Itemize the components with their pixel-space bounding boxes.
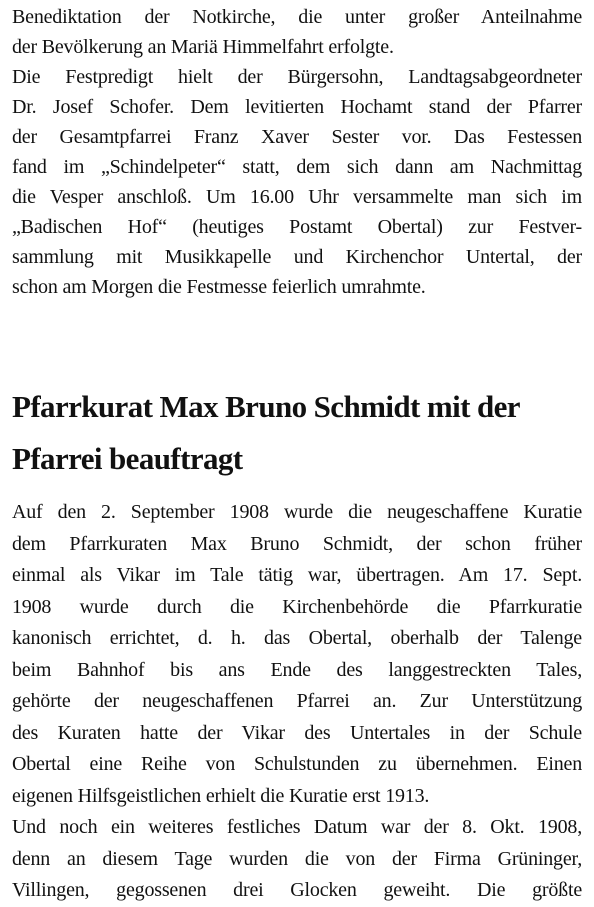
- text-line: Villingen, gegossenen drei Glocken geweiht. Die größte: [12, 879, 582, 901]
- text-line: Auf den 2. September 1908 wurde die neugeschaffene Kuratie: [12, 501, 582, 523]
- text-line: 1908 wurde durch die Kirchenbehörde die Pfarrkuratie: [12, 595, 582, 618]
- intro-paragraph: [12, 2, 582, 302]
- text-line: Dr. Josef Schofer. Dem levitierten Hochamt stand der Pfarrer: [12, 96, 582, 118]
- text-line: schon am Morgen die Festmesse feierlich umrahmte.: [12, 276, 426, 298]
- text-line: Benediktation der Notkirche, die unter großer Anteilnahme: [12, 6, 582, 28]
- text-line: des Kuraten hatte der Vikar des Untertales in der Schule: [12, 721, 582, 744]
- text-line: beim Bahnhof bis ans Ende des langgestreckten Tales,: [12, 658, 582, 681]
- text-line: Und noch ein weiteres festliches Datum war der 8. Okt. 1908,: [12, 816, 582, 838]
- heading-line: Pfarrkurat Max Bruno Schmidt mit der: [12, 389, 520, 424]
- heading-line: Pfarrei beauftragt: [12, 441, 243, 476]
- text-line: die Vesper anschloß. Um 16.00 Uhr versammelte man sich im: [12, 186, 582, 208]
- text-line: kanonisch errichtet, d. h. das Obertal, oberhalb der Talenge: [12, 627, 582, 649]
- text-line: denn an diesem Tage wurden die von der Firma Grüninger,: [12, 847, 582, 870]
- body-paragraph: [12, 497, 582, 907]
- section-heading: [12, 381, 582, 485]
- text-line: der Bevölkerung an Mariä Himmelfahrt erfolgte.: [12, 36, 394, 58]
- text-line: fand im „Schindelpeter“ statt, dem sich dann am Nachmittag: [12, 156, 582, 178]
- text-line: Obertal eine Reihe von Schulstunden zu übernehmen. Einen: [12, 753, 582, 775]
- text-line: einmal als Vikar im Tale tätig war, übertragen. Am 17. Sept.: [12, 564, 582, 586]
- text-line: sammlung mit Musikkapelle und Kirchenchor Untertal, der: [12, 246, 582, 268]
- text-line: eigenen Hilfsgeistlichen erhielt die Kuratie erst 1913.: [12, 784, 430, 807]
- text-line: der Gesamtpfarrei Franz Xaver Sester vor. Das Festessen: [12, 126, 582, 148]
- text-line: gehörte der neugeschaffenen Pfarrei an. Zur Unterstützung: [12, 690, 582, 712]
- text-line: dem Pfarrkuraten Max Bruno Schmidt, der schon früher: [12, 532, 582, 555]
- text-line: Die Festpredigt hielt der Bürgersohn, Landtagsabgeordneter: [12, 66, 582, 88]
- text-line: „Badischen Hof“ (heutiges Postamt Obertal) zur Festver-: [12, 216, 582, 238]
